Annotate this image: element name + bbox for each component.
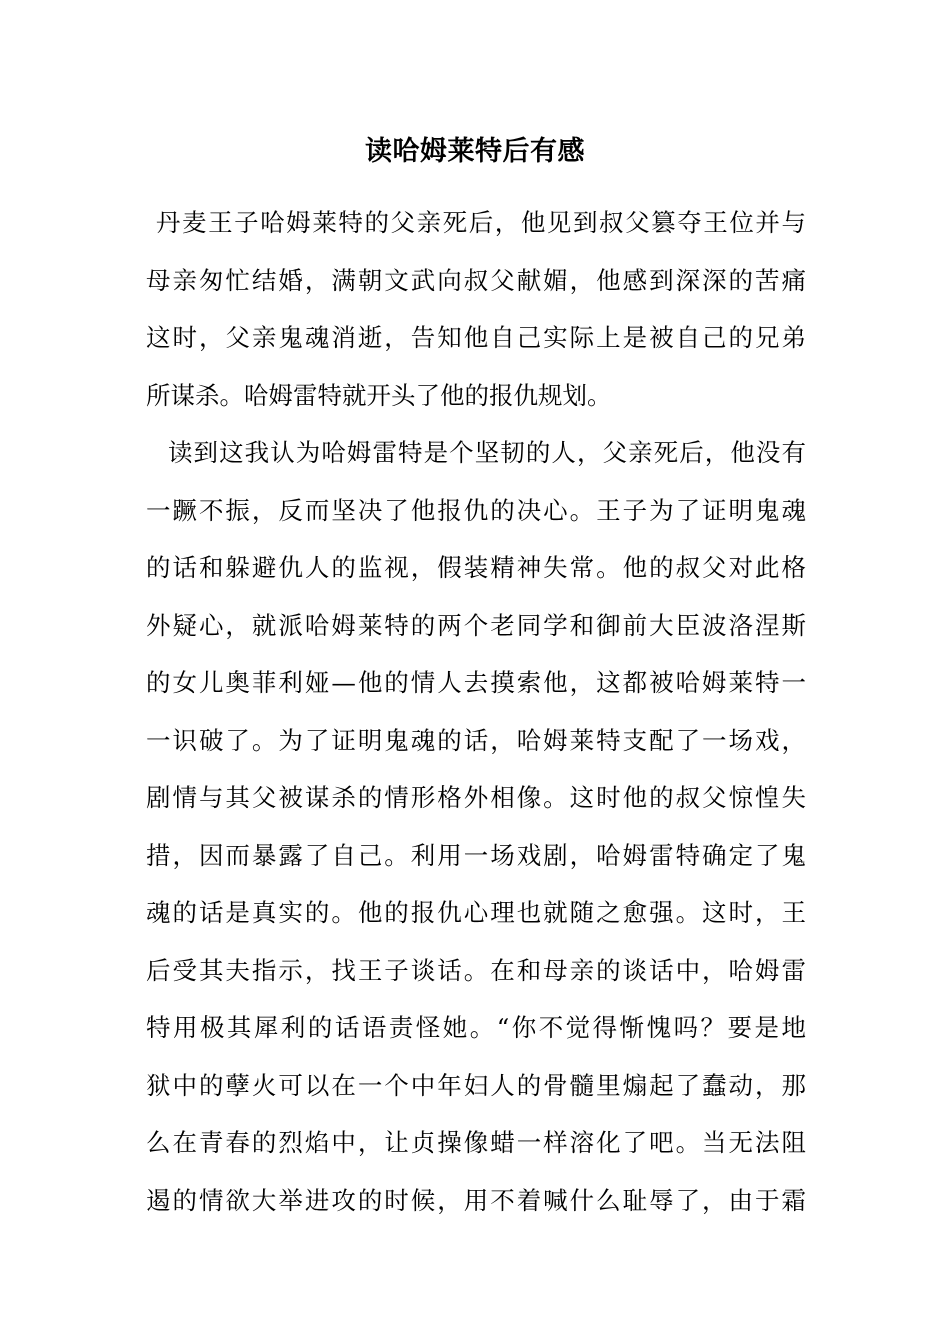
paragraph-1-line-4: 所谋杀。哈姆雷特就开头了他的报仇规划。: [146, 380, 612, 410]
document-title: 读哈姆莱特后有感: [365, 136, 585, 167]
paragraph-2-line-6: 一识破了。为了证明鬼魂的话，哈姆莱特支配了一场戏，: [146, 725, 806, 755]
paragraph-2-line-12: 狱中的孽火可以在一个中年妇人的骨髓里煽起了蠢动，那: [146, 1070, 806, 1100]
paragraph-2-line-2: 一蹶不振，反而坚决了他报仇的决心。王子为了证明鬼魂: [146, 495, 806, 525]
paragraph-2-line-4: 外疑心，就派哈姆莱特的两个老同学和御前大臣波洛涅斯: [146, 610, 806, 640]
paragraph-2-line-8: 措，因而暴露了自己。利用一场戏剧，哈姆雷特确定了鬼: [146, 840, 806, 870]
paragraph-2-line-3: 的话和躲避仇人的监视，假装精神失常。他的叔父对此格: [146, 553, 806, 582]
paragraph-2-line-14: 遏的情欲大举进攻的时候，用不着喊什么耻辱了，由于霜: [146, 1185, 806, 1215]
paragraph-2-line-1: 读到这我认为哈姆雷特是个坚韧的人，父亲死后，他没有: [168, 438, 806, 467]
paragraph-1-line-1: 丹麦王子哈姆莱特的父亲死后，他见到叔父篡夺王位并与: [156, 208, 806, 237]
paragraph-2-line-9: 魂的话是真实的。他的报仇心理也就随之愈强。这时，王: [146, 898, 806, 927]
paragraph-2-line-13: 么在青春的烈焰中，让贞操像蜡一样溶化了吧。当无法阻: [146, 1128, 806, 1157]
paragraph-2-line-10: 后受其夫指示，找王子谈话。在和母亲的谈话中，哈姆雷: [146, 955, 806, 985]
paragraph-2-line-7: 剧情与其父被谋杀的情形格外相像。这时他的叔父惊惶失: [146, 783, 806, 812]
paragraph-2-line-11: 特用极其犀利的话语责怪她。“你不觉得惭愧吗？要是地: [146, 1013, 806, 1042]
paragraph-2-line-5: 的女儿奥菲利娅—他的情人去摸索他，这都被哈姆莱特一: [146, 668, 806, 697]
document-body: [146, 194, 806, 1229]
paragraph-1-line-2: 母亲匆忙结婚，满朝文武向叔父献媚，他感到深深的苦痛: [146, 265, 806, 295]
paragraph-1-line-3: 这时，父亲鬼魂消逝，告知他自己实际上是被自己的兄弟: [146, 323, 806, 352]
